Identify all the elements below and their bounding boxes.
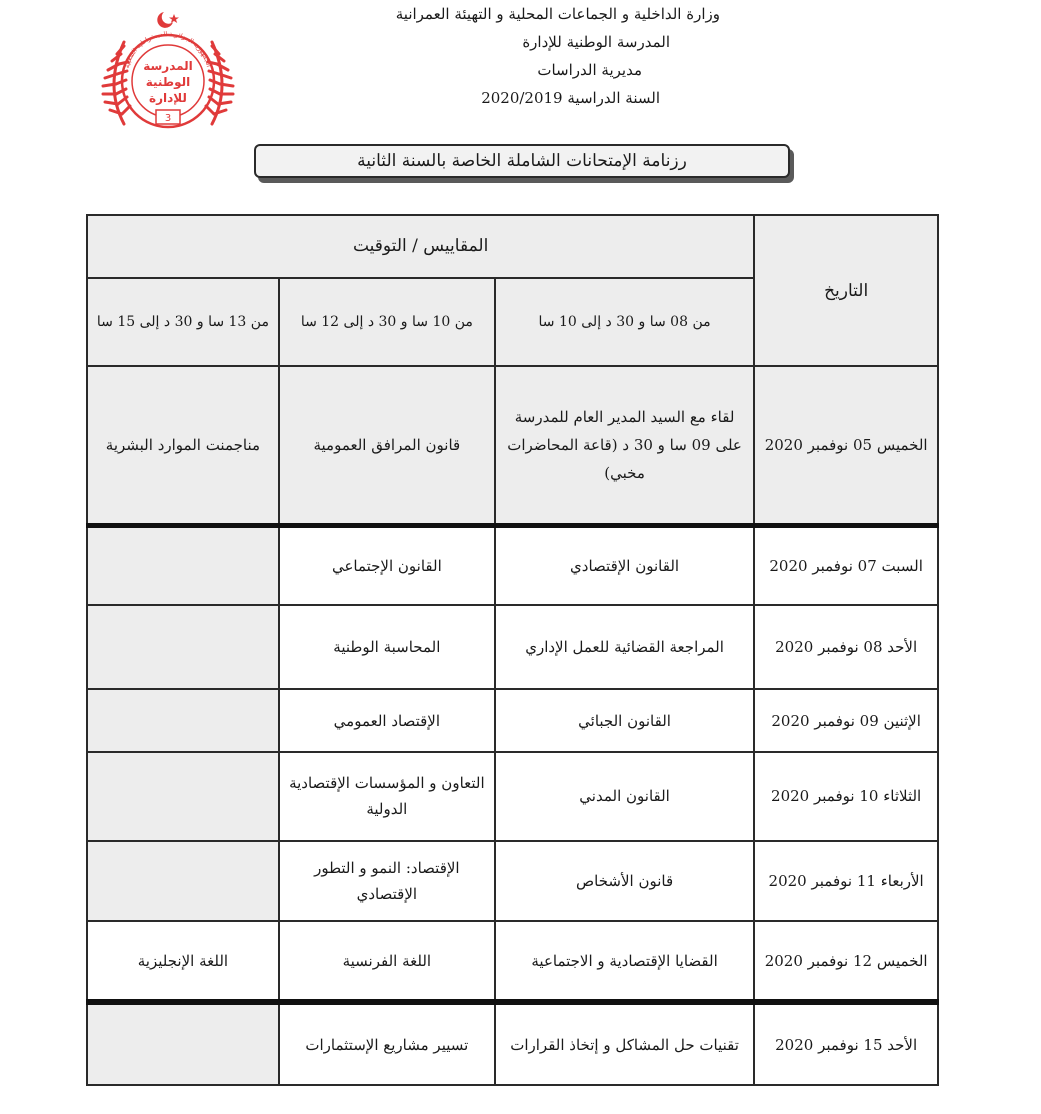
exam-slot-2: التعاون و المؤسسات الإقتصادية الدولية (279, 752, 495, 841)
exam-slot-1: لقاء مع السيد المدير العام للمدرسة على 09 سا و 30 د (قاعة المحاضرات مخبي) (495, 366, 754, 525)
seal-line-2: الوطنية (145, 75, 191, 89)
table-row (87, 1002, 938, 1085)
table-row (87, 841, 938, 922)
exam-slot-2: قانون المرافق العمومية (279, 366, 495, 525)
school-seal-logo (98, 6, 238, 140)
exam-slot-1: القانون الإقتصادي (495, 526, 754, 605)
exam-slot-3: مناجمنت الموارد البشرية (87, 366, 279, 525)
exam-slot-3 (87, 752, 279, 841)
exam-slot-3 (87, 605, 279, 690)
exam-slot-1: قانون الأشخاص (495, 841, 754, 922)
exam-slot-3 (87, 689, 279, 752)
exam-schedule-table (86, 214, 939, 1086)
exam-date: الخميس 05 نوفمبر 2020 (754, 366, 938, 525)
exam-slot-2: اللغة الفرنسية (279, 921, 495, 1002)
academic-year: السنة الدراسية 2020/2019 (481, 89, 660, 107)
ministry-name: وزارة الداخلية و الجماعات المحلية و التهيئة العمرانية (395, 5, 720, 23)
directorate-name: مديرية الدراسات (537, 61, 642, 79)
seal-line-1: المدرسة (143, 59, 193, 73)
seal-icon (98, 6, 238, 140)
exam-slot-3 (87, 1002, 279, 1085)
exam-slot-2: تسيير مشاريع الإستثمارات (279, 1002, 495, 1085)
exam-date: الأربعاء 11 نوفمبر 2020 (754, 841, 938, 922)
modules-timing-header: المقاييس / التوقيت (87, 215, 754, 278)
exam-slot-2: الإقتصاد: النمو و التطور الإقتصادي (279, 841, 495, 922)
exam-slot-1: القانون الجبائي (495, 689, 754, 752)
slot-header-2: من 10 سا و 30 د إلى 12 سا (279, 278, 495, 367)
exam-slot-2: المحاسبة الوطنية (279, 605, 495, 690)
exam-slot-2: الإقتصاد العمومي (279, 689, 495, 752)
exam-slot-2: القانون الإجتماعي (279, 526, 495, 605)
exam-slot-1: تقنيات حل المشاكل و إتخاذ القرارات (495, 1002, 754, 1085)
exam-date: الإثنين 09 نوفمبر 2020 (754, 689, 938, 752)
table-row (87, 752, 938, 841)
exam-date: السبت 07 نوفمبر 2020 (754, 526, 938, 605)
exam-slot-1: القانون المدني (495, 752, 754, 841)
exam-slot-3: اللغة الإنجليزية (87, 921, 279, 1002)
table-row (87, 921, 938, 1002)
slot-header-1: من 08 سا و 30 د إلى 10 سا (495, 278, 754, 367)
schedule-title: رزنامة الإمتحانات الشاملة الخاصة بالسنة الثانية (254, 144, 790, 178)
seal-line-3: للإدارة (149, 91, 187, 105)
date-column-header: التاريخ (754, 215, 938, 366)
school-name: المدرسة الوطنية للإدارة (522, 33, 670, 51)
exam-date: الثلاثاء 10 نوفمبر 2020 (754, 752, 938, 841)
svg-text:الجمهورية الجزائرية الديمقراطي: الجمهورية الجزائرية الديمقراطية الشعبية (122, 29, 213, 69)
table-row (87, 605, 938, 690)
slot-header-3: من 13 سا و 30 د إلى 15 سا (87, 278, 279, 367)
table-row (87, 526, 938, 605)
exam-date: الأحد 15 نوفمبر 2020 (754, 1002, 938, 1085)
exam-slot-1: المراجعة القضائية للعمل الإداري (495, 605, 754, 690)
exam-slot-3 (87, 841, 279, 922)
seal-number: 3 (164, 113, 172, 124)
exam-date: الأحد 08 نوفمبر 2020 (754, 605, 938, 690)
table-row (87, 689, 938, 752)
exam-slot-1: القضايا الإقتصادية و الاجتماعية (495, 921, 754, 1002)
table-row (87, 366, 938, 525)
exam-slot-3 (87, 526, 279, 605)
letterhead (300, 6, 720, 107)
exam-date: الخميس 12 نوفمبر 2020 (754, 921, 938, 1002)
